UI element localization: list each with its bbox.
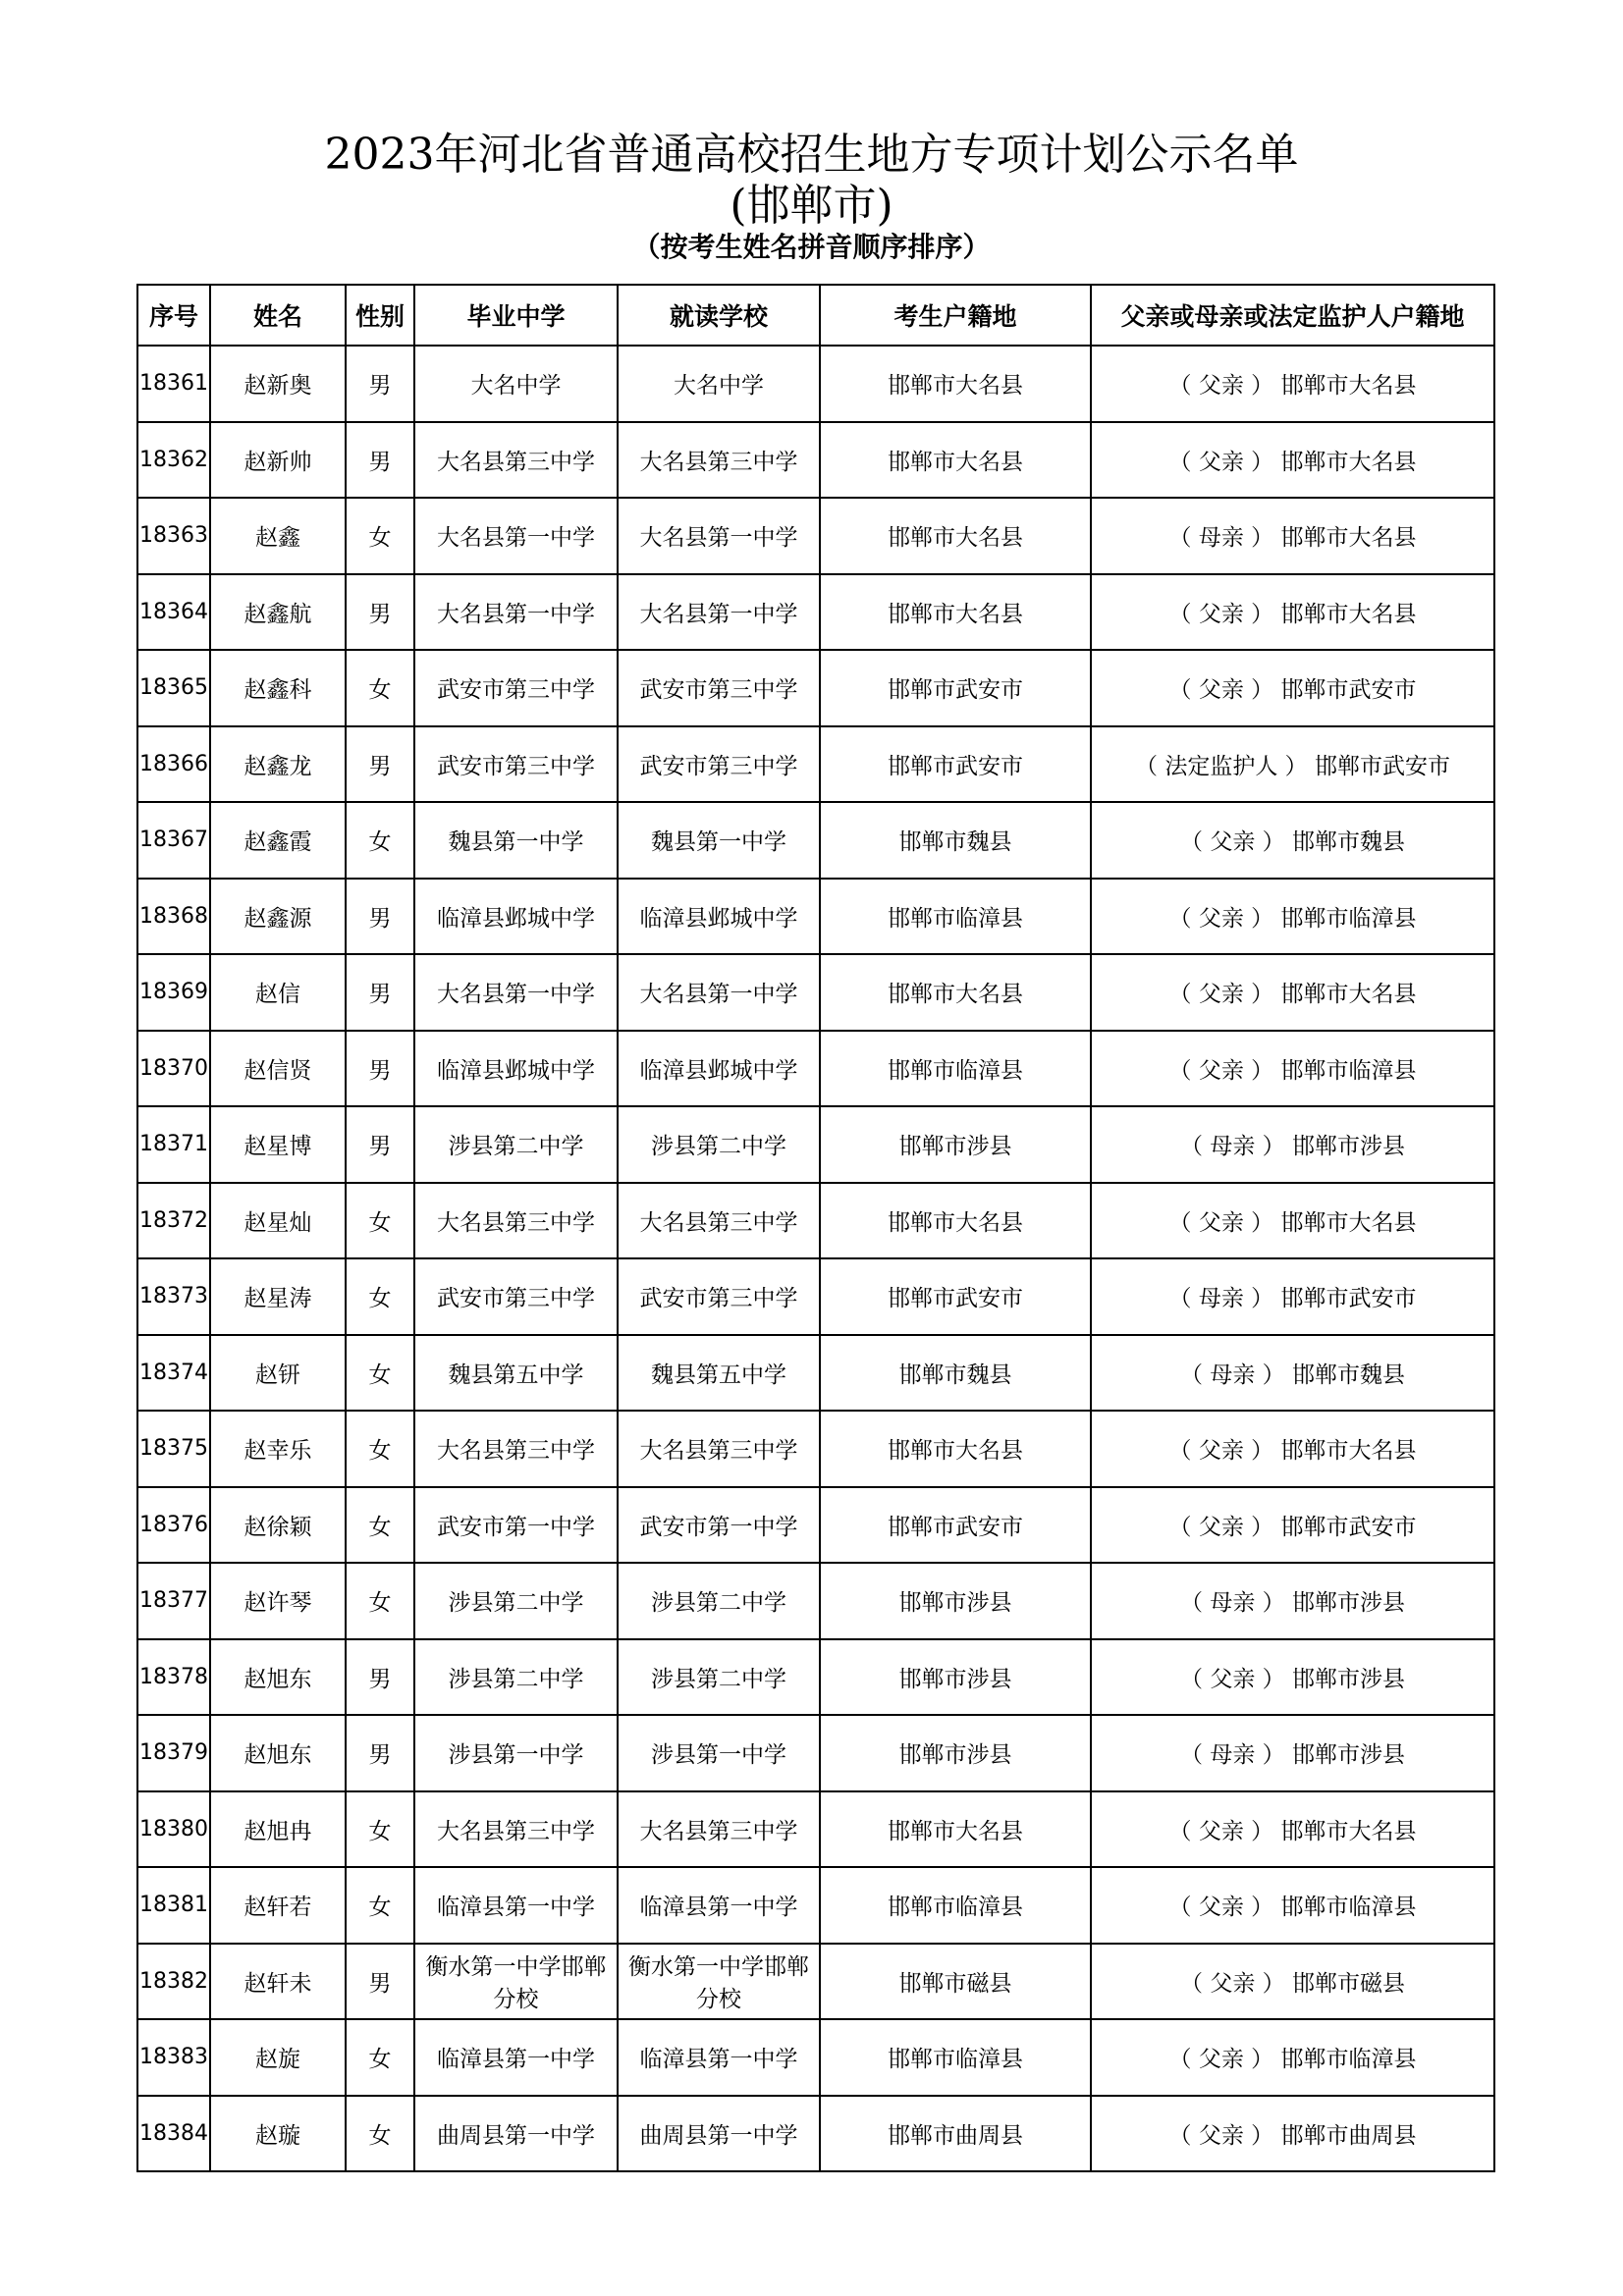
table-row (137, 1639, 1494, 1716)
table-body (137, 346, 1494, 2171)
current-school-cell: 涉县第二中学 (618, 1106, 820, 1183)
seq-cell: 18366 (137, 726, 210, 803)
seq-cell: 18379 (137, 1715, 210, 1791)
household-cell: 邯郸市武安市 (820, 726, 1091, 803)
household-cell: 邯郸市武安市 (820, 650, 1091, 726)
household-cell: 邯郸市临漳县 (820, 2019, 1091, 2096)
seq-cell: 18383 (137, 2019, 210, 2096)
gender-cell: 男 (346, 1944, 414, 2020)
seq-cell: 18378 (137, 1639, 210, 1716)
seq-cell: 18374 (137, 1335, 210, 1412)
graduated-school-cell: 涉县第一中学 (414, 1715, 618, 1791)
household-cell: 邯郸市涉县 (820, 1715, 1091, 1791)
graduated-school-cell: 临漳县邺城中学 (414, 879, 618, 955)
graduated-school-cell: 大名县第一中学 (414, 954, 618, 1031)
name-cell: 赵幸乐 (210, 1411, 346, 1487)
guardian-household-cell: （ 父亲 ） 邯郸市临漳县 (1091, 2019, 1494, 2096)
table-row (137, 1944, 1494, 2020)
guardian-household-cell: （ 母亲 ） 邯郸市武安市 (1091, 1258, 1494, 1335)
graduated-school-cell: 大名县第三中学 (414, 422, 618, 499)
name-cell: 赵旭东 (210, 1639, 346, 1716)
graduated-school-cell: 魏县第五中学 (414, 1335, 618, 1412)
guardian-household-cell: （ 父亲 ） 邯郸市临漳县 (1091, 1867, 1494, 1944)
guardian-household-cell: （ 父亲 ） 邯郸市大名县 (1091, 346, 1494, 422)
graduated-school-cell: 涉县第二中学 (414, 1639, 618, 1716)
household-cell: 邯郸市大名县 (820, 1791, 1091, 1868)
household-cell: 邯郸市涉县 (820, 1639, 1091, 1716)
seq-cell: 18364 (137, 574, 210, 651)
gender-cell: 男 (346, 1715, 414, 1791)
seq-cell: 18372 (137, 1183, 210, 1259)
current-school-cell: 武安市第一中学 (618, 1487, 820, 1564)
name-cell: 赵星博 (210, 1106, 346, 1183)
table-row (137, 1031, 1494, 1107)
name-cell: 赵轩未 (210, 1944, 346, 2020)
gender-cell: 男 (346, 879, 414, 955)
household-cell: 邯郸市魏县 (820, 1335, 1091, 1412)
household-cell: 邯郸市涉县 (820, 1563, 1091, 1639)
graduated-school-cell: 曲周县第一中学 (414, 2096, 618, 2172)
seq-cell: 18382 (137, 1944, 210, 2020)
graduated-school-cell: 大名县第三中学 (414, 1411, 618, 1487)
table-row (137, 498, 1494, 574)
seq-cell: 18381 (137, 1867, 210, 1944)
name-cell: 赵新帅 (210, 422, 346, 499)
name-cell: 赵徐颖 (210, 1487, 346, 1564)
table-row (137, 1563, 1494, 1639)
name-cell: 赵旭冉 (210, 1791, 346, 1868)
graduated-school-cell: 大名中学 (414, 346, 618, 422)
guardian-household-cell: （ 父亲 ） 邯郸市魏县 (1091, 802, 1494, 879)
name-cell: 赵鑫科 (210, 650, 346, 726)
name-cell: 赵旋 (210, 2019, 346, 2096)
current-school-cell: 武安市第三中学 (618, 726, 820, 803)
current-school-cell: 临漳县邺城中学 (618, 879, 820, 955)
graduated-school-cell: 武安市第三中学 (414, 1258, 618, 1335)
table-row (137, 1867, 1494, 1944)
household-cell: 邯郸市临漳县 (820, 879, 1091, 955)
gender-cell: 男 (346, 1106, 414, 1183)
gender-cell: 男 (346, 422, 414, 499)
gender-cell: 女 (346, 1487, 414, 1564)
household-cell: 邯郸市大名县 (820, 498, 1091, 574)
current-school-cell: 临漳县第一中学 (618, 1867, 820, 1944)
table-row (137, 1106, 1494, 1183)
gender-cell: 女 (346, 1183, 414, 1259)
seq-cell: 18373 (137, 1258, 210, 1335)
guardian-household-cell: （ 父亲 ） 邯郸市大名县 (1091, 1791, 1494, 1868)
name-cell: 赵鑫霞 (210, 802, 346, 879)
household-cell: 邯郸市曲周县 (820, 2096, 1091, 2172)
graduated-school-cell: 涉县第二中学 (414, 1563, 618, 1639)
guardian-household-cell: （ 法定监护人 ） 邯郸市武安市 (1091, 726, 1494, 803)
graduated-school-cell: 大名县第一中学 (414, 574, 618, 651)
seq-cell: 18375 (137, 1411, 210, 1487)
graduated-school-cell: 衡水第一中学邯郸分校 (414, 1944, 618, 2020)
household-cell: 邯郸市大名县 (820, 422, 1091, 499)
table-row (137, 802, 1494, 879)
guardian-household-cell: （ 父亲 ） 邯郸市大名县 (1091, 954, 1494, 1031)
current-school-cell: 大名县第三中学 (618, 1183, 820, 1259)
guardian-household-cell: （ 父亲 ） 邯郸市武安市 (1091, 650, 1494, 726)
current-school-cell: 大名县第一中学 (618, 574, 820, 651)
table-row (137, 574, 1494, 651)
household-cell: 邯郸市大名县 (820, 954, 1091, 1031)
graduated-school-cell: 大名县第三中学 (414, 1183, 618, 1259)
gender-cell: 男 (346, 954, 414, 1031)
header-cell: 父亲或母亲或法定监护人户籍地 (1091, 285, 1494, 346)
seq-cell: 18380 (137, 1791, 210, 1868)
header-row (137, 285, 1494, 346)
graduated-school-cell: 武安市第三中学 (414, 650, 618, 726)
seq-cell: 18363 (137, 498, 210, 574)
current-school-cell: 大名县第三中学 (618, 422, 820, 499)
name-cell: 赵信 (210, 954, 346, 1031)
current-school-cell: 魏县第五中学 (618, 1335, 820, 1412)
seq-cell: 18369 (137, 954, 210, 1031)
current-school-cell: 临漳县邺城中学 (618, 1031, 820, 1107)
gender-cell: 女 (346, 1258, 414, 1335)
current-school-cell: 衡水第一中学邯郸分校 (618, 1944, 820, 2020)
header-cell: 考生户籍地 (820, 285, 1091, 346)
guardian-household-cell: （ 父亲 ） 邯郸市大名县 (1091, 422, 1494, 499)
gender-cell: 男 (346, 1639, 414, 1716)
household-cell: 邯郸市大名县 (820, 346, 1091, 422)
header-cell: 序号 (137, 285, 210, 346)
household-cell: 邯郸市武安市 (820, 1258, 1091, 1335)
graduated-school-cell: 临漳县第一中学 (414, 1867, 618, 1944)
graduated-school-cell: 临漳县邺城中学 (414, 1031, 618, 1107)
seq-cell: 18370 (137, 1031, 210, 1107)
seq-cell: 18371 (137, 1106, 210, 1183)
table-row (137, 2096, 1494, 2172)
gender-cell: 女 (346, 1791, 414, 1868)
graduated-school-cell: 大名县第三中学 (414, 1791, 618, 1868)
current-school-cell: 大名中学 (618, 346, 820, 422)
header-cell: 毕业中学 (414, 285, 618, 346)
table-row (137, 1791, 1494, 1868)
seq-cell: 18376 (137, 1487, 210, 1564)
name-cell: 赵旭东 (210, 1715, 346, 1791)
guardian-household-cell: （ 父亲 ） 邯郸市涉县 (1091, 1639, 1494, 1716)
name-cell: 赵鑫源 (210, 879, 346, 955)
name-cell: 赵钘 (210, 1335, 346, 1412)
table-row (137, 1335, 1494, 1412)
graduated-school-cell: 武安市第一中学 (414, 1487, 618, 1564)
guardian-household-cell: （ 父亲 ） 邯郸市大名县 (1091, 574, 1494, 651)
household-cell: 邯郸市大名县 (820, 1183, 1091, 1259)
name-cell: 赵星涛 (210, 1258, 346, 1335)
table-row (137, 1183, 1494, 1259)
household-cell: 邯郸市大名县 (820, 574, 1091, 651)
sort-note: （按考生姓名拼音顺序排序） (632, 231, 991, 263)
current-school-cell: 涉县第二中学 (618, 1639, 820, 1716)
current-school-cell: 魏县第一中学 (618, 802, 820, 879)
seq-cell: 18361 (137, 346, 210, 422)
page-subtitle: (邯郸市) (730, 181, 893, 231)
guardian-household-cell: （ 父亲 ） 邯郸市大名县 (1091, 1411, 1494, 1487)
household-cell: 邯郸市涉县 (820, 1106, 1091, 1183)
gender-cell: 女 (346, 2096, 414, 2172)
guardian-household-cell: （ 母亲 ） 邯郸市大名县 (1091, 498, 1494, 574)
household-cell: 邯郸市临漳县 (820, 1867, 1091, 1944)
household-cell: 邯郸市魏县 (820, 802, 1091, 879)
current-school-cell: 涉县第一中学 (618, 1715, 820, 1791)
seq-cell: 18367 (137, 802, 210, 879)
name-cell: 赵轩若 (210, 1867, 346, 1944)
seq-cell: 18362 (137, 422, 210, 499)
seq-cell: 18368 (137, 879, 210, 955)
graduated-school-cell: 临漳县第一中学 (414, 2019, 618, 2096)
roster-table (136, 284, 1495, 2172)
graduated-school-cell: 涉县第二中学 (414, 1106, 618, 1183)
current-school-cell: 大名县第一中学 (618, 954, 820, 1031)
guardian-household-cell: （ 父亲 ） 邯郸市临漳县 (1091, 879, 1494, 955)
table-row (137, 1258, 1494, 1335)
table-row (137, 2019, 1494, 2096)
graduated-school-cell: 大名县第一中学 (414, 498, 618, 574)
current-school-cell: 曲周县第一中学 (618, 2096, 820, 2172)
current-school-cell: 武安市第三中学 (618, 1258, 820, 1335)
household-cell: 邯郸市临漳县 (820, 1031, 1091, 1107)
gender-cell: 女 (346, 1335, 414, 1412)
table-row (137, 1487, 1494, 1564)
header-cell: 性别 (346, 285, 414, 346)
seq-cell: 18377 (137, 1563, 210, 1639)
gender-cell: 男 (346, 574, 414, 651)
current-school-cell: 大名县第一中学 (618, 498, 820, 574)
gender-cell: 女 (346, 650, 414, 726)
graduated-school-cell: 魏县第一中学 (414, 802, 618, 879)
table-row (137, 1411, 1494, 1487)
gender-cell: 女 (346, 802, 414, 879)
seq-cell: 18384 (137, 2096, 210, 2172)
table-row (137, 879, 1494, 955)
name-cell: 赵鑫 (210, 498, 346, 574)
household-cell: 邯郸市武安市 (820, 1487, 1091, 1564)
gender-cell: 男 (346, 346, 414, 422)
header-cell: 就读学校 (618, 285, 820, 346)
name-cell: 赵星灿 (210, 1183, 346, 1259)
header-cell: 姓名 (210, 285, 346, 346)
table-row (137, 726, 1494, 803)
guardian-household-cell: （ 母亲 ） 邯郸市涉县 (1091, 1715, 1494, 1791)
guardian-household-cell: （ 母亲 ） 邯郸市涉县 (1091, 1563, 1494, 1639)
name-cell: 赵新奥 (210, 346, 346, 422)
name-cell: 赵鑫龙 (210, 726, 346, 803)
page-title: 2023年河北省普通高校招生地方专项计划公示名单 (324, 130, 1299, 180)
gender-cell: 女 (346, 1411, 414, 1487)
name-cell: 赵璇 (210, 2096, 346, 2172)
household-cell: 邯郸市磁县 (820, 1944, 1091, 2020)
gender-cell: 女 (346, 1867, 414, 1944)
table-row (137, 346, 1494, 422)
name-cell: 赵许琴 (210, 1563, 346, 1639)
current-school-cell: 临漳县第一中学 (618, 2019, 820, 2096)
table-row (137, 422, 1494, 499)
guardian-household-cell: （ 父亲 ） 邯郸市大名县 (1091, 1183, 1494, 1259)
current-school-cell: 涉县第二中学 (618, 1563, 820, 1639)
seq-cell: 18365 (137, 650, 210, 726)
current-school-cell: 大名县第三中学 (618, 1411, 820, 1487)
guardian-household-cell: （ 父亲 ） 邯郸市临漳县 (1091, 1031, 1494, 1107)
guardian-household-cell: （ 父亲 ） 邯郸市曲周县 (1091, 2096, 1494, 2172)
name-cell: 赵信贤 (210, 1031, 346, 1107)
guardian-household-cell: （ 母亲 ） 邯郸市魏县 (1091, 1335, 1494, 1412)
gender-cell: 男 (346, 1031, 414, 1107)
name-cell: 赵鑫航 (210, 574, 346, 651)
gender-cell: 女 (346, 1563, 414, 1639)
table-row (137, 650, 1494, 726)
gender-cell: 女 (346, 2019, 414, 2096)
household-cell: 邯郸市大名县 (820, 1411, 1091, 1487)
guardian-household-cell: （ 母亲 ） 邯郸市涉县 (1091, 1106, 1494, 1183)
graduated-school-cell: 武安市第三中学 (414, 726, 618, 803)
table-row (137, 954, 1494, 1031)
table-row (137, 1715, 1494, 1791)
guardian-household-cell: （ 父亲 ） 邯郸市武安市 (1091, 1487, 1494, 1564)
guardian-household-cell: （ 父亲 ） 邯郸市磁县 (1091, 1944, 1494, 2020)
gender-cell: 女 (346, 498, 414, 574)
current-school-cell: 武安市第三中学 (618, 650, 820, 726)
gender-cell: 男 (346, 726, 414, 803)
current-school-cell: 大名县第三中学 (618, 1791, 820, 1868)
